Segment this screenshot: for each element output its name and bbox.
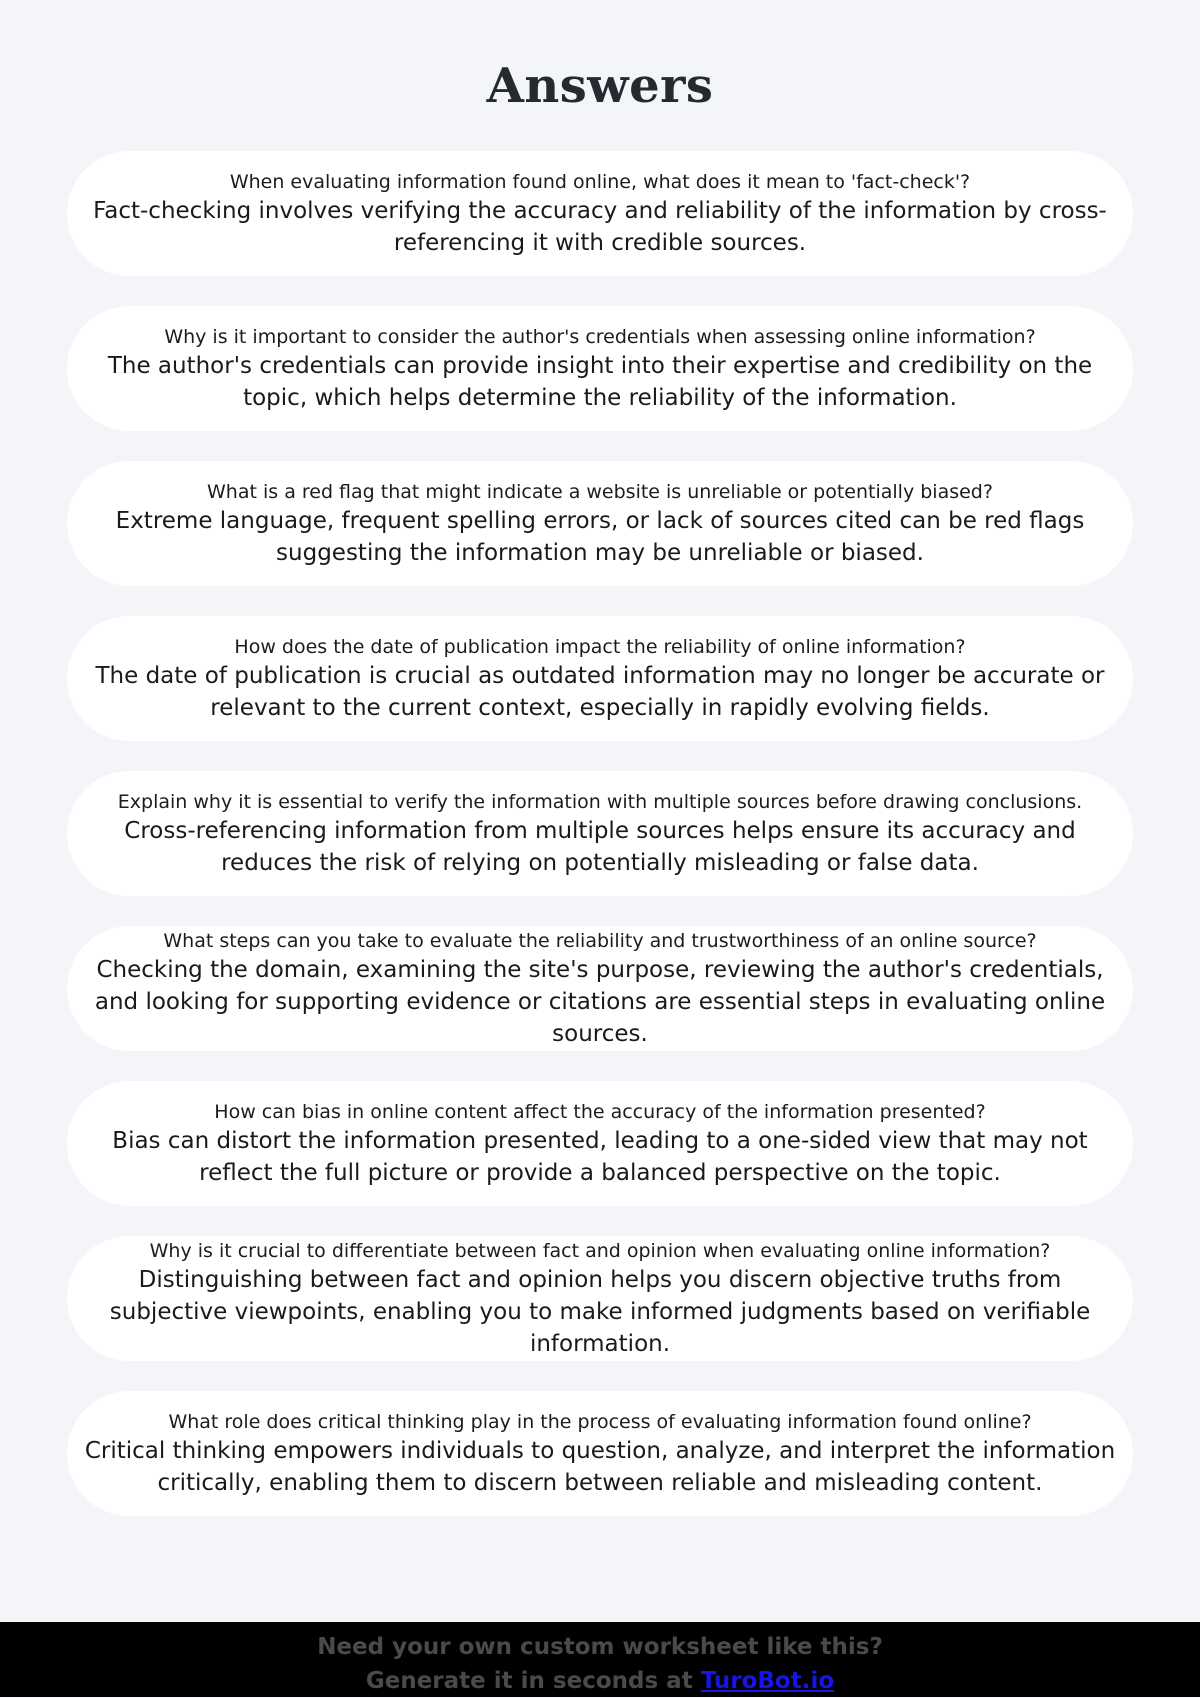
qa-card <box>67 1236 1133 1361</box>
answer-text: The author's credentials can provide insight into their expertise and credibility on the topic, which helps determine the reliability of the information. <box>107 352 1093 411</box>
question-text: How can bias in online content affect the accuracy of the information presented? <box>214 1100 986 1123</box>
answer-text: Distinguishing between fact and opinion helps you discern objective truths from subjective viewpoints, enabling you to make informed judgments based on verifiable information. <box>109 1266 1091 1357</box>
question-text: When evaluating information found online, what does it mean to 'fact-check'? <box>229 170 971 193</box>
footer-line-2-text: Generate it in seconds at <box>365 1668 701 1694</box>
question-text: Explain why it is essential to verify the information with multiple sources before drawing conclusions. <box>117 790 1083 813</box>
qa-card <box>67 306 1133 431</box>
qa-card <box>67 616 1133 741</box>
answer-text: Bias can distort the information presented, leading to a one-sided view that may not reflect the full picture or provide a balanced perspective on the topic. <box>112 1127 1088 1186</box>
answer-text: Critical thinking empowers individuals to question, analyze, and interpret the information critically, enabling them to discern between reliable and misleading content. <box>84 1437 1116 1496</box>
footer-line-1: Need your own custom worksheet like this? <box>317 1634 883 1660</box>
question-text: What is a red flag that might indicate a website is unreliable or potentially biased? <box>207 480 993 503</box>
promo-footer <box>0 1622 1200 1697</box>
turobot-link[interactable]: TuroBot.io <box>700 1668 835 1694</box>
qa-card <box>67 771 1133 896</box>
qa-card <box>67 1081 1133 1206</box>
answer-text: Extreme language, frequent spelling errors, or lack of sources cited can be red flags suggesting the information may be unreliable or biased. <box>115 507 1085 566</box>
qa-card <box>67 1391 1133 1516</box>
answer-text: The date of publication is crucial as outdated information may no longer be accurate or relevant to the current context, especially in rapidly evolving fields. <box>95 662 1105 721</box>
answer-text: Cross-referencing information from multiple sources helps ensure its accuracy and reduces the risk of relying on potentially misleading or false data. <box>124 817 1076 876</box>
question-text: What role does critical thinking play in the process of evaluating information found online? <box>168 1410 1032 1433</box>
qa-card <box>67 926 1133 1051</box>
qa-card <box>67 461 1133 586</box>
answer-text: Fact-checking involves verifying the accuracy and reliability of the information by cross-referencing it with credible sources. <box>93 197 1107 256</box>
qa-card <box>67 151 1133 276</box>
question-text: What steps can you take to evaluate the reliability and trustworthiness of an online source? <box>163 929 1037 952</box>
question-text: Why is it important to consider the author's credentials when assessing online information? <box>164 325 1036 348</box>
page-title: Answers <box>486 58 714 114</box>
footer-line-2 <box>0 1664 1200 1698</box>
question-text: Why is it crucial to differentiate between fact and opinion when evaluating online information? <box>149 1239 1051 1262</box>
qa-list <box>67 151 1133 1546</box>
answer-text: Checking the domain, examining the site's purpose, reviewing the author's credentials, and looking for supporting evidence or citations are essential steps in evaluating online sources. <box>94 956 1106 1047</box>
question-text: How does the date of publication impact the reliability of online information? <box>234 635 966 658</box>
